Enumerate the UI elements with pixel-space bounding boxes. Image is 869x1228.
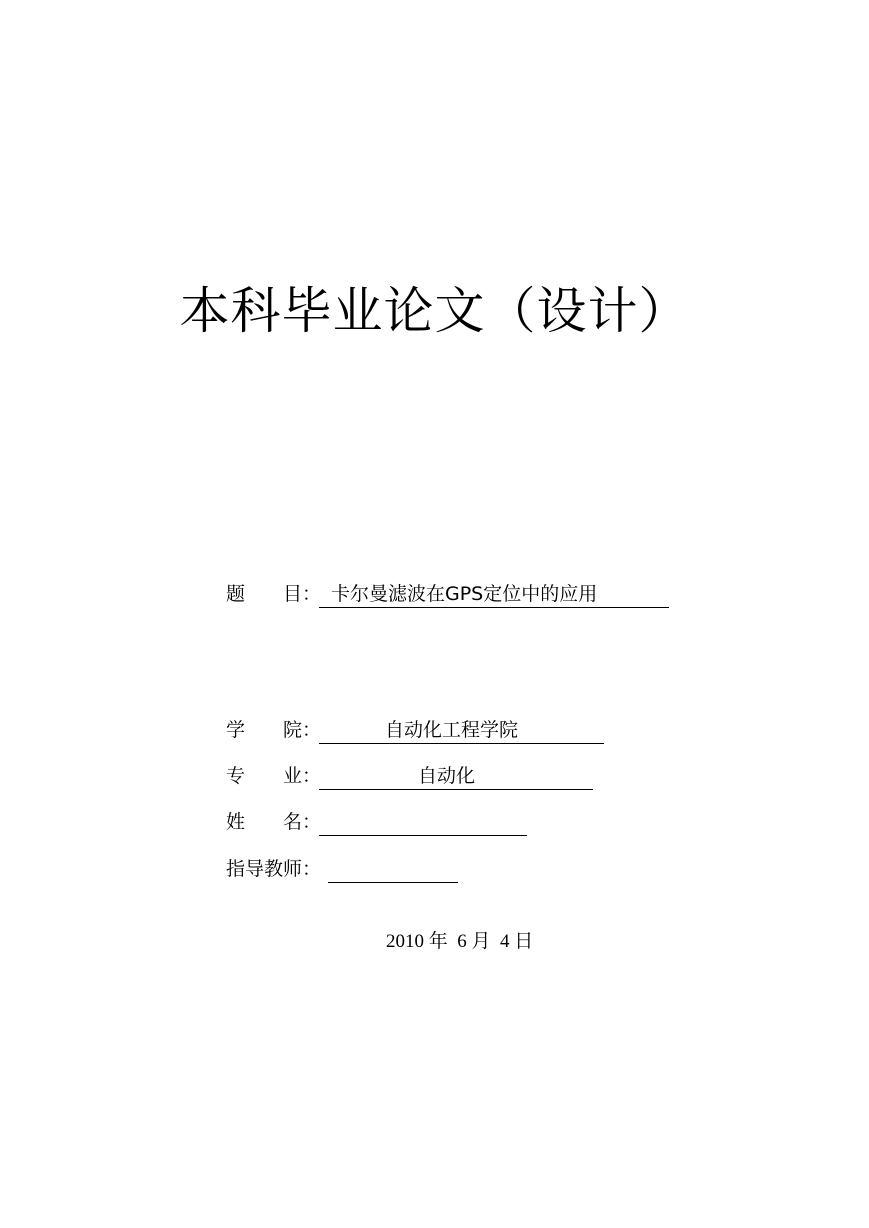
name-field <box>319 808 527 836</box>
cover-title: 本科毕业论文（设计） <box>179 282 690 340</box>
advisor-label: 指导教师： <box>226 858 322 880</box>
advisor-field <box>328 855 458 883</box>
major-field <box>319 762 593 790</box>
submission-date: 2010 年 6 月 4 日 <box>386 931 534 952</box>
major-label: 专 业： <box>226 765 322 787</box>
name-label: 姓 名： <box>226 811 322 833</box>
college-field <box>319 716 604 744</box>
date-line <box>0 928 869 1012</box>
topic-field <box>319 580 669 608</box>
college-value: 自动化工程学院 <box>385 719 519 741</box>
topic-value: 卡尔曼滤波在GPS定位中的应用 <box>331 583 598 605</box>
topic-label: 题 目： <box>226 583 322 605</box>
college-label: 学 院： <box>226 719 322 741</box>
major-value: 自动化 <box>418 765 476 787</box>
